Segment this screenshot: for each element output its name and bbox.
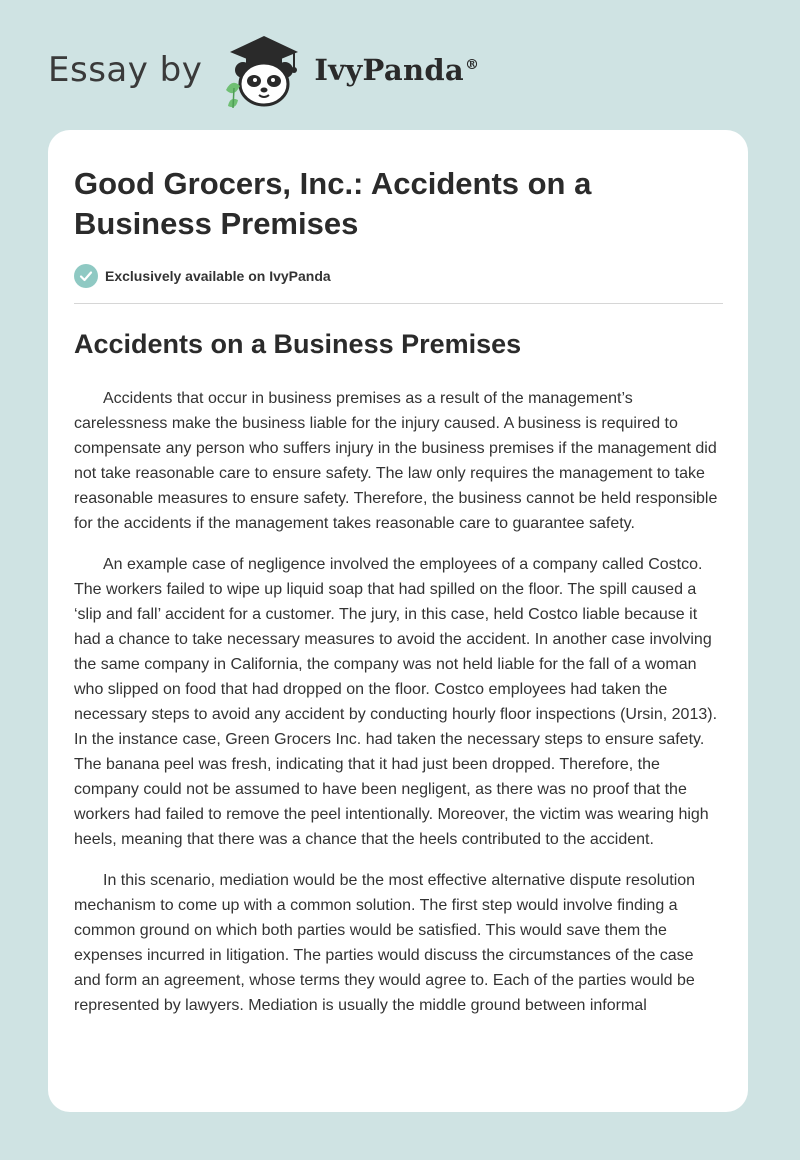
exclusive-label: Exclusively available on IvyPanda — [105, 268, 331, 284]
brand-name-text: IvyPanda — [314, 53, 465, 87]
divider — [74, 303, 723, 304]
site-header — [48, 30, 479, 110]
paragraph: In this scenario, mediation would be the most effective alternative dispute resolution mechanism to come up with a common solution. The first step would involve finding a common ground on which both parties would be satisfied. This would save them the expenses incurred in litigation. The parties would discuss the circumstances of the case and form an agreement, whose terms they would agree to. Each of the parties would be represented by lawyers. Mediation is usually the middle ground between informal — [74, 872, 696, 1014]
registered-mark: ® — [465, 57, 480, 74]
essay-body — [74, 386, 724, 1034]
check-circle-icon — [74, 264, 98, 288]
brand-name[interactable] — [314, 53, 479, 87]
paragraph: Accidents that occur in business premises as a result of the management’s carelessness make the business liable for the injury caused. A business is required to compensate any person who suffers injury in the business premises if the management did not take reasonable care to ensure safety. The law only requires the management to take reasonable measures to ensure safety. Therefore, the business cannot be held responsible for the accidents if the management takes reasonable care to guarantee safety. — [74, 390, 718, 532]
page-title: Good Grocers, Inc.: Accidents on a Business Premises — [74, 166, 592, 241]
essay-card — [48, 130, 748, 1112]
section-heading: Accidents on a Business Premises — [74, 329, 522, 359]
essay-by-label: Essay by — [48, 50, 203, 90]
paragraph: An example case of negligence involved the employees of a company called Costco. The workers failed to wipe up liquid soap that had spilled on the floor. The spill caused a ‘slip and fall’ accident for a customer. The jury, in this case, held Costco liable because it had a chance to take necessary measures to avoid the accident. In another case involving the same company in California, the company was not held liable for the fall of a woman who slipped on food that had dropped on the floor. Costco employees had taken the necessary steps to avoid any accident by conducting hourly floor inspections (Ursin, 2013). In the instance case, Green Grocers Inc. had taken the necessary steps to ensure safety. The banana peel was fresh, indicating that it had just been dropped. Therefore, the company could not be assumed to have been negligent, as there was no proof that the workers had failed to remove the peel intentionally. Moreover, the victim was wearing high heels, meaning that there was a chance that the heels contributed to the accident. — [74, 556, 718, 848]
graduate-panda-icon[interactable] — [220, 30, 308, 110]
exclusive-badge — [74, 264, 331, 288]
